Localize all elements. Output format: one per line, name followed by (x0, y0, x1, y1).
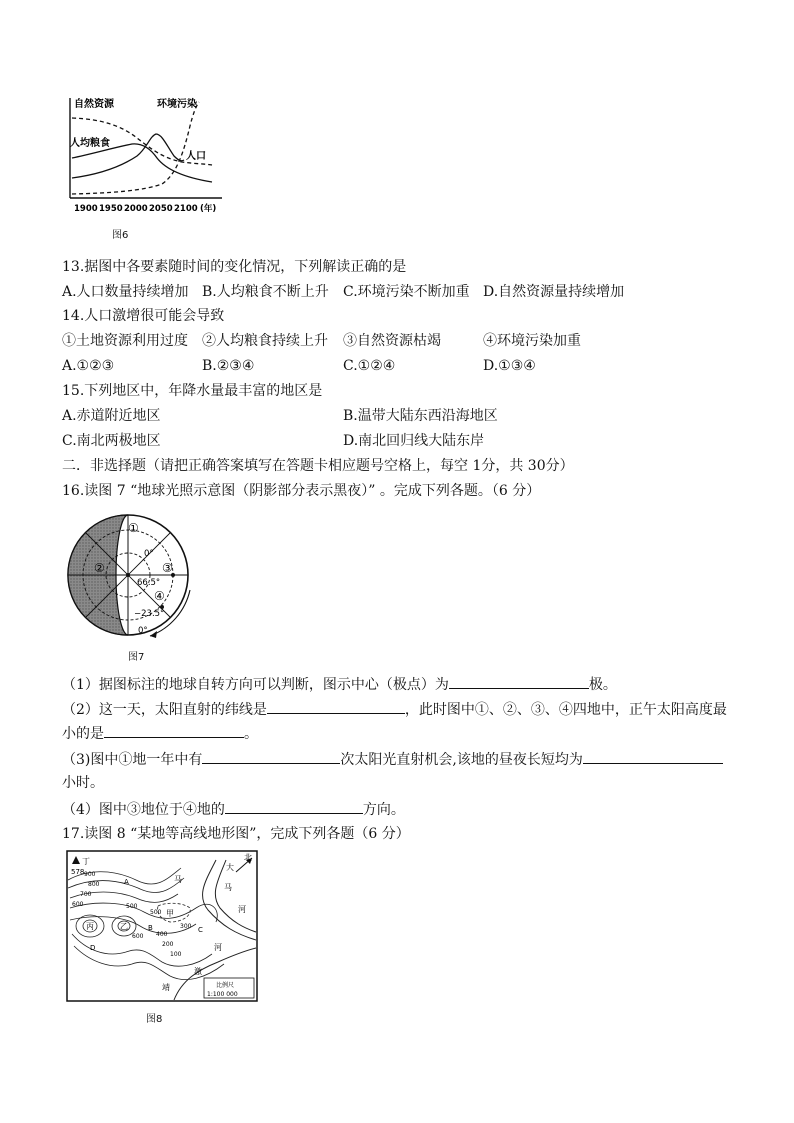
q14-item-4: ④环境污染加重 (483, 333, 581, 349)
q15-option-c: C.南北两极地区 (62, 433, 161, 449)
question-14-stem: 14.人口激增很可能会导致 (62, 308, 225, 324)
q16-sub1-text-b: 极。 (588, 677, 617, 693)
q16-sub2-cont (62, 723, 258, 744)
q16-sub1-blank[interactable] (449, 674, 589, 689)
q16-sub3-cont: 小时。 (62, 775, 104, 791)
q14-option-d: D.①③④ (483, 358, 536, 374)
question-17-stem: 17.读图 8 “某地等高线地形图”，完成下列各题（6 分） (62, 826, 410, 842)
fig8-label-d: D (90, 944, 96, 952)
fig8-label-578: 578 (71, 868, 85, 876)
q16-sub2-blank-2[interactable] (104, 723, 244, 738)
q16-sub3-blank-2[interactable] (583, 749, 723, 764)
fig8-scale-title: 比例尺 (216, 982, 235, 989)
fig8-label-jing: 靖 (162, 983, 170, 992)
fig8-label-yi: 乙 (120, 922, 128, 931)
q16-sub2-text-a: （2）这一天，太阳直射的纬线是 (62, 702, 267, 718)
q16-sub2-text-b: ，此时图中①、②、③、④四地中，正午太阳高度最 (404, 702, 727, 718)
fig8-label-b: B (148, 924, 153, 932)
q13-option-c: C.环境污染不断加重 (343, 284, 470, 300)
fig7-lat-0-top: 0° (144, 549, 154, 559)
q16-sub4 (62, 799, 405, 820)
fig8-contour-700: 700 (80, 891, 92, 898)
fig7-label-1: ① (128, 521, 139, 535)
q16-sub4-blank[interactable] (225, 799, 363, 814)
fig6-xtick: 1900 (74, 204, 98, 214)
fig8-label-da: 大 (226, 863, 234, 872)
q13-option-d: D.自然资源量持续增加 (483, 284, 625, 300)
q14-option-b: B.②③④ (202, 358, 255, 374)
section-2-heading: 二．非选择题（请把正确答案填写在答题卡相应题号空格上，每空 1分，共 30分） (62, 458, 574, 474)
fig8-label-he-1: 河 (238, 905, 246, 914)
fig8-contour-300: 300 (180, 923, 192, 930)
fig8-label-ji: 激 (194, 967, 202, 976)
q16-sub4-text-b: 方向。 (362, 802, 405, 818)
fig8-contour-500-b: 500 (150, 909, 162, 916)
fig6-label-population: 人口 (186, 151, 206, 162)
figure-7-illumination-diagram (58, 512, 198, 642)
q14-option-a: A.①②③ (62, 358, 115, 374)
fig8-contour-800: 800 (88, 881, 100, 888)
q14-item-1: ①土地资源利用过度 (62, 333, 188, 349)
fig8-label-jia: 甲 (166, 909, 174, 918)
fig8-contour-100: 100 (170, 951, 182, 958)
fig6-xtick: 2100 (174, 204, 198, 214)
fig7-label-3: ③ (162, 561, 173, 575)
q16-sub3-text-b: 次太阳光直射机会,该地的昼夜长短均为 (340, 752, 583, 768)
q13-option-a: A.人口数量持续增加 (62, 284, 189, 300)
fig7-label-2: ② (94, 561, 105, 575)
q16-sub2 (62, 699, 727, 720)
figure-6-chart (62, 96, 232, 221)
q14-item-3: ③自然资源枯竭 (343, 333, 441, 349)
fig8-contour-400: 400 (156, 931, 168, 938)
figure-8-contour-map (66, 850, 258, 1002)
figure-8-caption: 图8 (146, 1014, 163, 1025)
fig8-contour-600-a: 600 (72, 901, 84, 908)
fig6-xtick: 1950 (99, 204, 123, 214)
fig8-scale-value: 1:100 000 (207, 991, 238, 998)
fig8-label-he-2: 河 (214, 943, 222, 952)
fig7-rotation-arrowhead (150, 631, 157, 638)
q15-option-a: A.赤道附近地区 (62, 408, 161, 424)
fig7-lat-665: 66.5° (137, 578, 161, 588)
fig8-contour-200: 200 (162, 941, 174, 948)
fig6-xtick: 2050 (149, 204, 173, 214)
figure-7-caption: 图7 (128, 652, 145, 663)
q14-option-c: C.①②④ (343, 358, 396, 374)
fig6-x-unit: (年) (200, 204, 217, 214)
q16-sub3-text-a: （3)图中①地一年中有 (62, 752, 203, 768)
fig6-label-grain: 人均粮食 (70, 138, 110, 149)
figure-6-caption: 图6 (112, 230, 129, 241)
q16-sub3-blank-1[interactable] (202, 749, 340, 764)
q16-sub4-text-a: （4）图中③地位于④地的 (62, 802, 225, 818)
q14-item-2: ②人均粮食持续上升 (202, 333, 328, 349)
fig6-label-pollution: 环境污染 (157, 99, 197, 110)
fig6-label-resources: 自然资源 (74, 99, 114, 110)
q16-sub3 (62, 749, 723, 770)
question-13-stem: 13.据图中各要素随时间的变化情况，下列解读正确的是 (62, 259, 407, 275)
fig7-lat-0-bottom: 0° (138, 626, 148, 636)
q16-sub2-text-d: 。 (244, 726, 258, 742)
fig6-xtick: 2000 (124, 204, 148, 214)
fig7-lat-235: −23.5° (134, 609, 165, 619)
fig8-contour-900: 900 (84, 871, 96, 878)
q16-sub1 (62, 674, 617, 695)
q15-option-b: B.温带大陆东西沿海地区 (343, 408, 498, 424)
q16-sub2-blank-1[interactable] (267, 699, 405, 714)
fig7-pole-point (126, 573, 130, 577)
fig8-contour-500-a: 500 (126, 903, 138, 910)
fig8-label-north: 北 (244, 853, 252, 862)
fig7-label-4: ④ (154, 589, 165, 603)
fig8-label-c: C (198, 926, 203, 934)
fig8-contour-600-b: 600 (132, 933, 144, 940)
question-16-stem: 16.读图 7 “地球光照示意图（阴影部分表示黑夜）” 。完成下列各题。（6 分） (62, 483, 541, 499)
q16-sub2-text-c: 小的是 (62, 726, 104, 742)
q13-option-b: B.人均粮食不断上升 (202, 284, 329, 300)
fig8-label-a: A (124, 878, 129, 886)
q15-option-d: D.南北回归线大陆东岸 (343, 433, 485, 449)
question-15-stem: 15.下列地区中，年降水量最丰富的地区是 (62, 383, 323, 399)
fig8-label-ma-1: 马 (174, 875, 182, 884)
q16-sub1-text-a: （1）据图标注的地球自转方向可以判断，图示中心（极点）为 (62, 677, 449, 693)
fig8-label-ding: 丁 (82, 857, 90, 866)
fig8-label-bing: 丙 (86, 922, 94, 931)
fig8-label-ma-2: 马 (224, 883, 232, 892)
